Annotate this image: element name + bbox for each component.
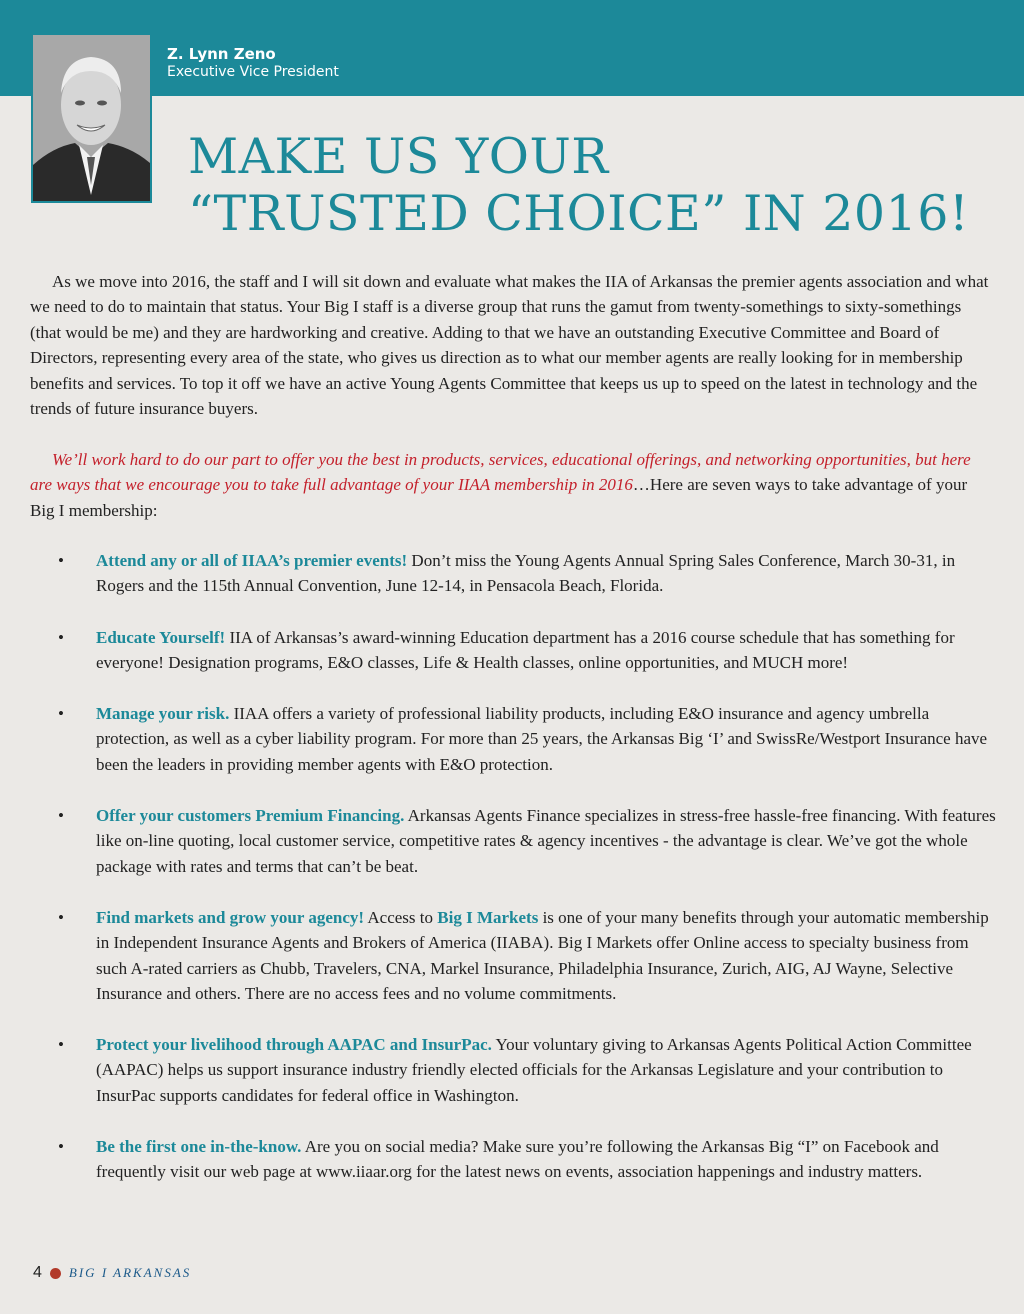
item-text: Arkansas Agents Finance specializes in stress-free hassle-free financing. With features like on-line quoting, local customer service, competitive rates & agency incentives - the advantage is clear. We’ve got the whole package with rates and terms that can’t be beat.: [96, 806, 996, 876]
bullet-marker: •: [58, 628, 64, 647]
page-number: 4: [33, 1264, 42, 1281]
page-title: [188, 128, 969, 242]
page-footer: [33, 1264, 191, 1282]
header-bar: [0, 0, 1024, 96]
item-text: IIAA offers a variety of professional liability products, including E&O insurance and agency umbrella protection, as well as a cyber liability program. For more than 25 years, the Arkansas Big ‘I’ and SwissRe/Westport Insurance have been the leaders in providing member agents with E&O protection.: [96, 704, 988, 774]
bullet-marker: •: [58, 704, 64, 723]
list-item: [58, 625, 996, 676]
lead-rest: …Here are seven ways to take advantage of your Big I membership:: [30, 475, 968, 520]
footer-dot-icon: [50, 1268, 61, 1279]
item-text: is one of your many benefits through your automatic membership in Independent Insurance Agents and Brokers of America (IIABA). Big I Markets offer Online access to specialty business from such A-rated carriers as Chubb, Travelers, CNA, Markel Insurance, Philadelphia Insurance, Zurich, AIG, AJ Wayne, Selective Insurance and others. There are no access fees and no volume commitments.: [96, 908, 989, 1004]
item-text: IIA of Arkansas’s award-winning Education department has a 2016 course schedule that has something for everyone! Designation programs, E&O classes, Life & Health classes, online opportunities, and MUCH more!: [96, 628, 955, 673]
item-text: Don’t miss the Young Agents Annual Spring Sales Conference, March 30-31, in Rogers and the 115th Annual Convention, June 12-14, in Pensacola Beach, Florida.: [96, 551, 956, 596]
item-title: Find markets and grow your agency!: [96, 908, 365, 927]
author-photo: [31, 33, 152, 203]
item-title: Be the first one in-the-know.: [96, 1137, 302, 1156]
bullet-marker: •: [58, 1137, 64, 1156]
list-item: [58, 803, 996, 879]
list-item: [58, 1134, 996, 1185]
list-item: [58, 905, 996, 1007]
item-text-before: Access to: [364, 908, 438, 927]
publication-name: BIG I ARKANSAS: [68, 1265, 192, 1280]
lead-emphasis: We’ll work hard to do our part to offer you the best in products, services, educational offerings, and networking opportunities, but here are ways that we encourage you to take full advantage of your IIAA membership in 2016: [30, 450, 971, 495]
headline-line-1: MAKE US YOUR: [188, 128, 609, 185]
item-title: Offer your customers Premium Financing.: [96, 806, 405, 825]
item-title: Protect your livelihood through AAPAC and InsurPac.: [96, 1035, 492, 1054]
bullet-marker: •: [58, 806, 64, 825]
item-text: Your voluntary giving to Arkansas Agents Political Action Committee (AAPAC) helps us support insurance industry friendly elected officials for the Arkansas Legislature and your contribution to InsurPac supports candidates for federal office in Washington.: [96, 1035, 972, 1105]
item-title: Attend any or all of IIAA’s premier events!: [96, 551, 408, 570]
list-item: [58, 1032, 996, 1108]
headline-line-2: “TRUSTED CHOICE” IN 2016!: [188, 185, 970, 242]
item-title: Manage your risk.: [96, 704, 230, 723]
item-title: Educate Yourself!: [96, 628, 226, 647]
big-i-markets-link[interactable]: Big I Markets: [437, 908, 539, 927]
item-text: Are you on social media? Make sure you’re following the Arkansas Big “I” on Facebook and frequently visit our web page at www.iiaar.org for the latest news on events, association happenings and industry matters.: [96, 1137, 939, 1182]
list-item: [58, 548, 996, 599]
bullet-marker: •: [58, 1035, 64, 1054]
bullet-marker: •: [58, 551, 64, 570]
intro-paragraph: As we move into 2016, the staff and I will sit down and evaluate what makes the IIA of Arkansas the premier agents association and what we need to do to maintain that status. Your Big I staff is a diverse group that runs the gamut from twenty-somethings to sixty-somethings (that would be me) and they are hardworking and creative. Adding to that we have an outstanding Executive Committee and Board of Directors, representing every area of the state, who gives us direction as to what our member agents are really looking for in membership benefits and services. To top it off we have an active Young Agents Committee that keeps us up to speed on the latest in technology and the trends of future insurance buyers.: [30, 272, 989, 419]
list-item: [58, 701, 996, 777]
author-title: Executive Vice President: [167, 64, 339, 80]
lead-paragraph: [30, 447, 990, 523]
bullet-marker: •: [58, 908, 64, 927]
author-name: Z. Lynn Zeno: [167, 45, 276, 63]
